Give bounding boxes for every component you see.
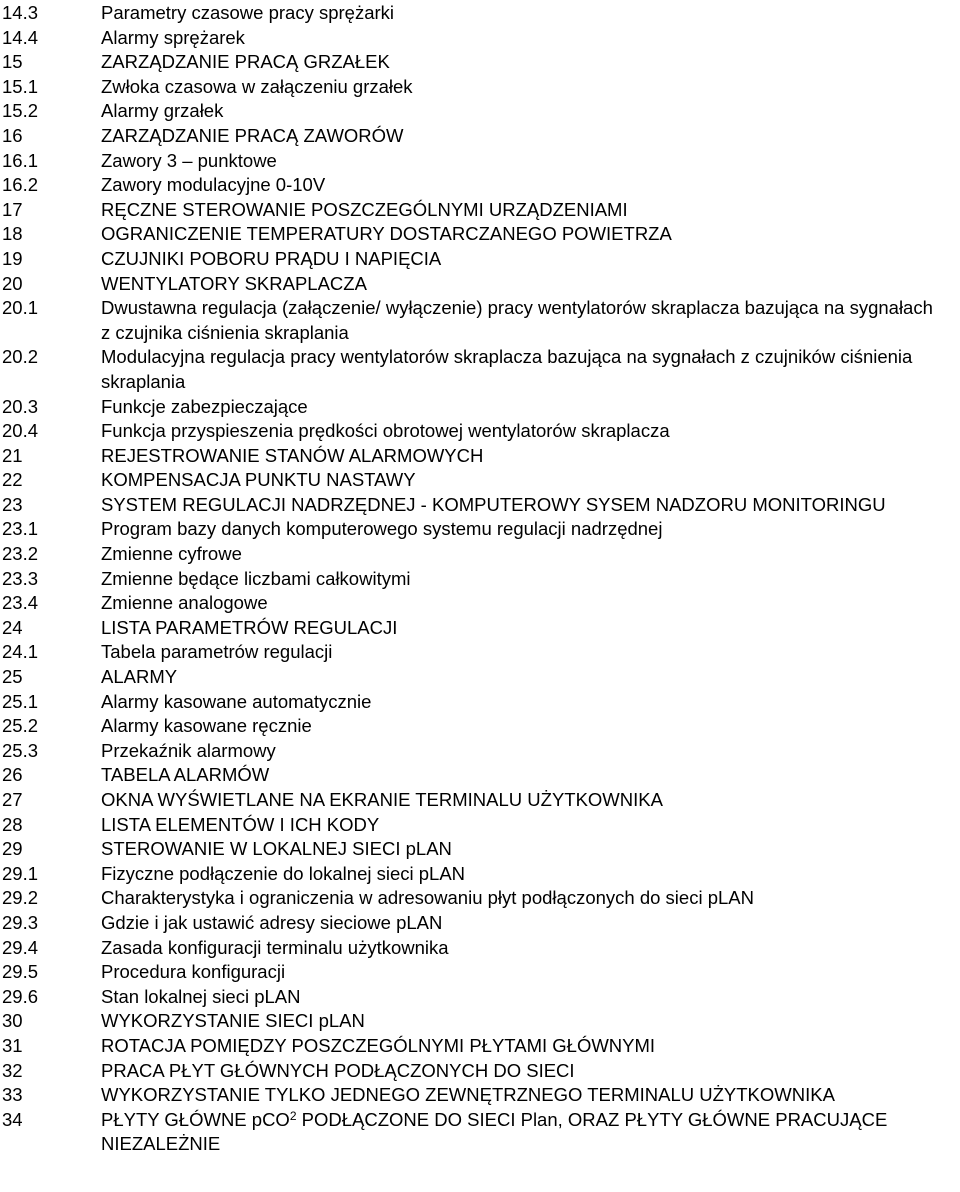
toc-entry-title: WENTYLATORY SKRAPLACZA bbox=[101, 272, 367, 294]
toc-entry bbox=[0, 1034, 960, 1059]
toc-entry-title: Alarmy grzałek bbox=[101, 100, 224, 122]
toc-entry bbox=[0, 1108, 960, 1157]
toc-entry-number: 26 bbox=[2, 764, 23, 786]
toc-entry-number: 29.6 bbox=[2, 985, 39, 1007]
toc-entry bbox=[0, 960, 960, 985]
toc-entry bbox=[0, 124, 960, 149]
toc-entry-number: 14.3 bbox=[2, 2, 39, 23]
toc-entry-title: PRACA PŁYT GŁÓWNYCH PODŁĄCZONYCH DO SIECI bbox=[101, 1059, 575, 1081]
toc-entry-number: 33 bbox=[2, 1084, 23, 1106]
toc-entry-number: 25.3 bbox=[2, 739, 39, 761]
toc-entry bbox=[0, 813, 960, 838]
toc-entry bbox=[0, 173, 960, 198]
toc-entry-number: 14.4 bbox=[2, 26, 39, 48]
toc-entry-title: Zmienne cyfrowe bbox=[101, 543, 242, 565]
toc-entry-number: 29 bbox=[2, 838, 23, 860]
toc-entry-title: Stan lokalnej sieci pLAN bbox=[101, 985, 301, 1007]
toc-entry-title: REJESTROWANIE STANÓW ALARMOWYCH bbox=[101, 444, 484, 466]
toc-entry-number: 23 bbox=[2, 493, 23, 515]
toc-entry-number: 24 bbox=[2, 616, 23, 638]
toc-entry-number: 29.5 bbox=[2, 961, 39, 983]
toc-entry-number: 20 bbox=[2, 272, 23, 294]
toc-entry bbox=[0, 198, 960, 223]
toc-entry-number: 31 bbox=[2, 1034, 23, 1056]
toc-entry-number: 15.1 bbox=[2, 75, 39, 97]
toc-entry-title: Dwustawna regulacja (załączenie/ wyłączenie) pracy wentylatorów skraplacza bazująca na sygnałach z czujnika ciśnienia skraplania bbox=[101, 297, 933, 343]
toc-entry-title: TABELA ALARMÓW bbox=[101, 764, 270, 786]
toc-entry-title: Zawory 3 – punktowe bbox=[101, 149, 277, 171]
toc-entry bbox=[0, 1009, 960, 1034]
toc-entry-title: OGRANICZENIE TEMPERATURY DOSTARCZANEGO POWIETRZA bbox=[101, 223, 672, 245]
toc-entry-title: WYKORZYSTANIE TYLKO JEDNEGO ZEWNĘTRZNEGO TERMINALU UŻYTKOWNIKA bbox=[101, 1084, 835, 1106]
toc-entry-title: ROTACJA POMIĘDZY POSZCZEGÓLNYMI PŁYTAMI GŁÓWNYMI bbox=[101, 1034, 656, 1056]
toc-entry-number: 25.2 bbox=[2, 715, 39, 737]
toc-entry-title: Alarmy kasowane automatycznie bbox=[101, 690, 372, 712]
toc-entry-number: 23.1 bbox=[2, 518, 39, 540]
toc-entry-title: Funkcja przyspieszenia prędkości obrotowej wentylatorów skraplacza bbox=[101, 420, 670, 442]
toc-entry-number: 15 bbox=[2, 51, 23, 73]
toc-entry bbox=[0, 296, 960, 345]
toc-entry-number: 16.2 bbox=[2, 174, 39, 196]
toc-entry-title: Alarmy sprężarek bbox=[101, 26, 245, 48]
toc-entry bbox=[0, 468, 960, 493]
toc-entry-number: 29.2 bbox=[2, 887, 39, 909]
superscript: 2 bbox=[289, 1108, 297, 1123]
toc-entry-number: 19 bbox=[2, 247, 23, 269]
toc-entry-title: SYSTEM REGULACJI NADRZĘDNEJ - KOMPUTEROWY SYSEM NADZORU MONITORINGU bbox=[101, 493, 886, 515]
toc-entry-title: Charakterystyka i ograniczenia w adresowaniu płyt podłączonych do sieci pLAN bbox=[101, 887, 754, 909]
toc-entry-number: 17 bbox=[2, 198, 23, 220]
toc-entry bbox=[0, 419, 960, 444]
toc-entry-title: Funkcje zabezpieczające bbox=[101, 395, 308, 417]
toc-entry bbox=[0, 26, 960, 51]
toc-entry bbox=[0, 690, 960, 715]
toc-entry-title: Przekaźnik alarmowy bbox=[101, 739, 276, 761]
toc-entry-number: 23.4 bbox=[2, 592, 39, 614]
toc-entry bbox=[0, 50, 960, 75]
toc-entry bbox=[0, 395, 960, 420]
toc-entry-title-part: PŁYTY GŁÓWNE pCO bbox=[101, 1108, 290, 1130]
toc-entry-number: 16.1 bbox=[2, 149, 39, 171]
toc-entry-number: 25 bbox=[2, 666, 23, 688]
toc-entry bbox=[0, 247, 960, 272]
toc-entry-title: WYKORZYSTANIE SIECI pLAN bbox=[101, 1010, 365, 1032]
toc-entry-title: Zwłoka czasowa w załączeniu grzałek bbox=[101, 75, 413, 97]
toc-entry bbox=[0, 862, 960, 887]
toc-entry-number: 18 bbox=[2, 223, 23, 245]
toc-entry bbox=[0, 345, 960, 394]
toc-entry-title: LISTA ELEMENTÓW I ICH KODY bbox=[101, 813, 380, 835]
toc-entry bbox=[0, 99, 960, 124]
toc-entry bbox=[0, 837, 960, 862]
toc-entry bbox=[0, 788, 960, 813]
toc-entry-title: OKNA WYŚWIETLANE NA EKRANIE TERMINALU UŻYTKOWNIKA bbox=[101, 789, 663, 810]
toc-entry bbox=[0, 444, 960, 469]
toc-entry-number: 34 bbox=[2, 1108, 23, 1130]
toc-entry-number: 20.3 bbox=[2, 395, 39, 417]
toc-entry-title: STEROWANIE W LOKALNEJ SIECI pLAN bbox=[101, 838, 452, 860]
toc-entry-number: 32 bbox=[2, 1059, 23, 1081]
toc-entry-title: Zawory modulacyjne 0-10V bbox=[101, 174, 326, 196]
toc-entry-title-part: PODŁĄCZONE DO SIECI Plan, ORAZ PŁYTY GŁÓWNE PRACUJĄCE NIEZALEŻNIE bbox=[101, 1108, 888, 1155]
toc-entry bbox=[0, 665, 960, 690]
toc-entry-title: KOMPENSACJA PUNKTU NASTAWY bbox=[101, 469, 416, 491]
toc-entry-number: 27 bbox=[2, 789, 23, 810]
toc-rows bbox=[0, 1, 960, 1108]
toc-entry-title bbox=[101, 1108, 960, 1157]
toc-entry-number: 24.1 bbox=[2, 641, 39, 663]
toc-entry-title: ZARZĄDZANIE PRACĄ GRZAŁEK bbox=[101, 51, 390, 73]
toc-entry bbox=[0, 886, 960, 911]
toc-entry bbox=[0, 763, 960, 788]
toc-entry bbox=[0, 911, 960, 936]
toc-entry-title: Parametry czasowe pracy sprężarki bbox=[101, 2, 395, 23]
toc-entry bbox=[0, 517, 960, 542]
toc-entry-title: ZARZĄDZANIE PRACĄ ZAWORÓW bbox=[101, 124, 404, 146]
toc-entry bbox=[0, 591, 960, 616]
toc-entry-title: Gdzie i jak ustawić adresy sieciowe pLAN bbox=[101, 911, 443, 933]
toc-entry-number: 29.3 bbox=[2, 911, 39, 933]
toc-entry-title: Modulacyjna regulacja pracy wentylatorów skraplacza bazująca na sygnałach z czujników ciśnienia skraplania bbox=[101, 346, 913, 392]
toc-entry-number: 28 bbox=[2, 813, 23, 835]
toc-entry bbox=[0, 985, 960, 1010]
toc-entry-number: 29.4 bbox=[2, 936, 39, 958]
toc-entry-number: 22 bbox=[2, 469, 23, 491]
toc-entry-number: 29.1 bbox=[2, 862, 39, 884]
toc-entry-title: Program bazy danych komputerowego systemu regulacji nadrzędnej bbox=[101, 518, 663, 540]
toc-entry bbox=[0, 1, 960, 26]
toc-entry-number: 23.2 bbox=[2, 543, 39, 565]
toc-entry-title: Procedura konfiguracji bbox=[101, 961, 286, 983]
toc-entry bbox=[0, 75, 960, 100]
toc-entry bbox=[0, 1083, 960, 1108]
toc-entry-number: 20.4 bbox=[2, 420, 39, 442]
toc-entry bbox=[0, 640, 960, 665]
toc-entry-title: RĘCZNE STEROWANIE POSZCZEGÓLNYMI URZĄDZENIAMI bbox=[101, 198, 628, 220]
toc-entry bbox=[0, 1059, 960, 1084]
toc-entry bbox=[0, 222, 960, 247]
toc-entry-title: Alarmy kasowane ręcznie bbox=[101, 715, 312, 737]
toc-entry bbox=[0, 567, 960, 592]
toc-entry-number: 25.1 bbox=[2, 690, 39, 712]
toc-entry-title: Zmienne będące liczbami całkowitymi bbox=[101, 567, 411, 589]
toc-entry bbox=[0, 936, 960, 961]
toc-entry-title: Zasada konfiguracji terminalu użytkownika bbox=[101, 936, 449, 958]
toc-entry-number: 20.1 bbox=[2, 297, 39, 319]
toc-entry-title: LISTA PARAMETRÓW REGULACJI bbox=[101, 616, 398, 638]
toc-entry-number: 15.2 bbox=[2, 100, 39, 122]
toc-entry-title: Fizyczne podłączenie do lokalnej sieci pLAN bbox=[101, 862, 466, 884]
toc-entry-title: ALARMY bbox=[101, 666, 178, 688]
toc-entry-title: Zmienne analogowe bbox=[101, 592, 268, 614]
toc-entry bbox=[0, 493, 960, 518]
toc-entry-number: 21 bbox=[2, 444, 23, 466]
toc-entry-title: CZUJNIKI POBORU PRĄDU I NAPIĘCIA bbox=[101, 247, 442, 269]
toc-entry-number: 23.3 bbox=[2, 567, 39, 589]
toc-entry-number: 20.2 bbox=[2, 346, 39, 368]
toc-entry bbox=[0, 272, 960, 297]
toc-entry bbox=[0, 149, 960, 174]
toc-entry-title: Tabela parametrów regulacji bbox=[101, 641, 333, 663]
toc-entry-number: 30 bbox=[2, 1010, 23, 1032]
toc-entry-number: 16 bbox=[2, 124, 23, 146]
toc-entry bbox=[0, 616, 960, 641]
toc-entry bbox=[0, 542, 960, 567]
toc-entry bbox=[0, 714, 960, 739]
toc-entry bbox=[0, 739, 960, 764]
